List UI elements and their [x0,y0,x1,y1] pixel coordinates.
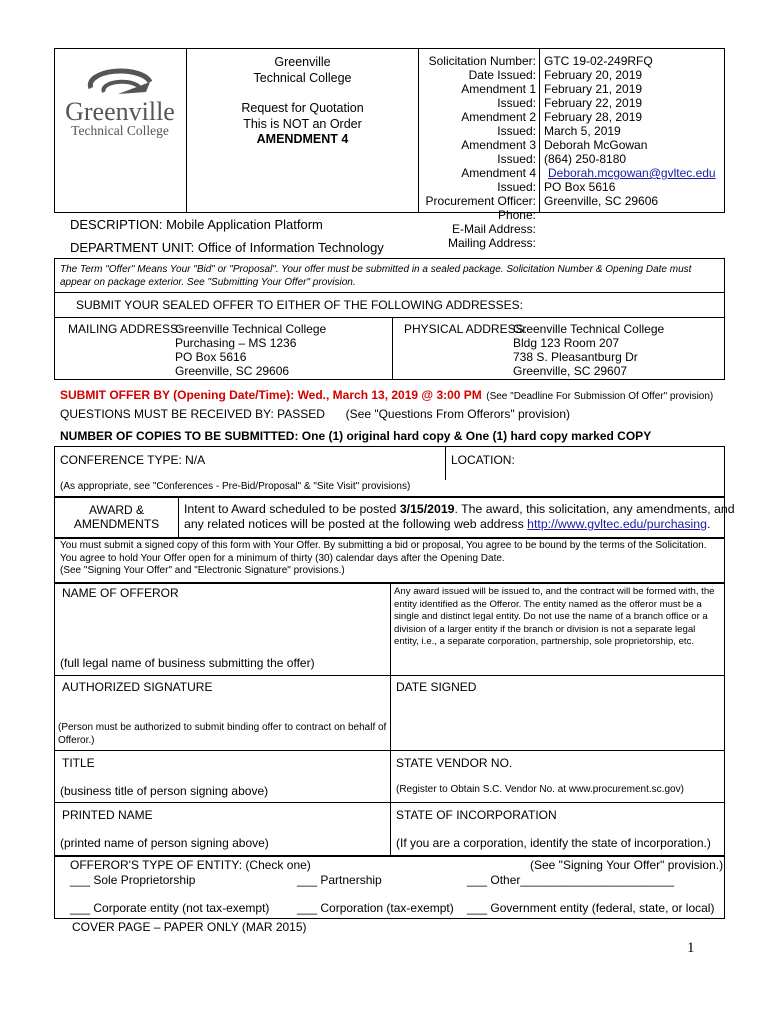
physical-line: Greenville Technical College [513,322,665,336]
date-signed-label: DATE SIGNED [396,680,477,694]
signature-field[interactable] [60,696,386,718]
college-logo [58,68,182,138]
title-note: (business title of person signing above) [60,784,269,798]
printed-name-note: (printed name of person signing above) [60,836,269,850]
copies-required: NUMBER OF COPIES TO BE SUBMITTED: One (1) original hard copy & One (1) hard copy marked COPY [60,429,652,443]
conference-note: (As appropriate, see "Conferences - Pre-Bid/Proposal" & "Site Visit" provisions) [60,481,411,492]
incorporation-note: (If you are a corporation, identify the state of incorporation.) [396,836,711,850]
award-text-line2: any related notices will be posted at the following web address http://www.gvltec.edu/purchasing. [184,517,711,531]
sign-notice-2: (See "Signing Your Offer" and "Electronic Signature" provisions.) [60,565,345,576]
footer-text: COVER PAGE – PAPER ONLY (MAR 2015) [72,920,307,934]
logo-subtitle: Technical College [71,123,169,138]
mailing-city: Greenville, SC 29606 [544,194,659,208]
physical-line: Greenville, SC 29607 [513,364,628,378]
mailing-line: Greenville Technical College [175,322,327,336]
purchasing-link[interactable]: http://www.gvltec.edu/purchasing [527,517,707,531]
amendment-3-date: February 28, 2019 [544,110,643,124]
mailing-address-label: MAILING ADDRESS: [68,322,182,336]
entity-option-partnership[interactable]: ___ Partnership [297,873,382,887]
entity-option-other[interactable]: ___ Other_______________________ [467,873,674,887]
field-label: Amendment 2 Issued: [461,110,536,138]
offeror-name-note: (full legal name of business submitting the offer) [60,656,315,670]
submit-heading: SUBMIT YOUR SEALED OFFER TO EITHER OF THE FOLLOWING ADDRESSES: [76,298,523,312]
vendor-note: (Register to Obtain S.C. Vendor No. at www.procurement.sc.gov) [396,784,684,795]
entity-see-note: (See "Signing Your Offer" provision.) [530,858,724,872]
page-number: 1 [687,940,695,956]
sign-notice: You must submit a signed copy of this form with Your Offer. By submitting a bid or proposal, You agree to be bound by the terms of the Solicitation. You agree to hold Your Offer open for a minimum of thirty (30) calendar days after the Opening Date. [60,540,707,564]
offeror-name-label: NAME OF OFFEROR [62,586,179,600]
college-name-line2: Technical College [253,70,352,85]
field-label: Solicitation Number: [428,54,536,68]
questions-deadline: QUESTIONS MUST BE RECEIVED BY: PASSED [60,407,325,421]
field-label: E-Mail Address: [451,222,536,236]
signature-note: (Person must be authorized to submit binding offer to contract on behalf of Offeror.) [58,722,387,746]
amendment-2-date: February 22, 2019 [544,96,643,110]
amendment-1-date: February 21, 2019 [544,82,643,96]
conference-type: CONFERENCE TYPE: N/A [60,453,206,467]
submit-by-deadline: SUBMIT OFFER BY (Opening Date/Time): Wed., March 13, 2019 @ 3:00 PM [60,388,482,402]
award-text-line1: Intent to Award scheduled to be posted 3/15/2019. The award, this solicitation, any amendments, and [184,502,735,516]
rfq-title: Request for Quotation [241,101,364,115]
field-label: Amendment 4 Issued: [461,166,536,194]
incorporation-label: STATE OF INCORPORATION [396,808,557,822]
date-issued: February 20, 2019 [544,68,643,82]
offer-notice: The Term "Offer" Means Your "Bid" or "Proposal". Your offer must be submitted in a sealed package. Solicitation Number & Opening Date must appear on package exterior. See "Submitting Your Offer" provision. [60,264,692,288]
questions-note: (See "Questions From Offerors" provision) [345,407,571,421]
field-label: Amendment 1 Issued: [461,82,536,110]
not-order-text: This is NOT an Order [243,116,362,131]
field-label: Amendment 3 Issued: [461,138,536,166]
mailing-address: PO Box 5616 [544,180,616,194]
physical-address-label: PHYSICAL ADDRESS: [404,322,527,336]
field-label: Phone: [497,208,536,222]
logo-title: Greenville [65,97,175,126]
email-link[interactable]: Deborah.mcgowan@gvltec.edu [548,166,716,180]
department: DEPARTMENT UNIT: Office of Information Technology [70,240,384,255]
award-date: 3/15/2019 [399,502,455,516]
signature-label: AUTHORIZED SIGNATURE [62,680,213,694]
entity-option-tax-exempt[interactable]: ___ Corporation (tax-exempt) [297,901,454,915]
field-label: Date Issued: [468,68,536,82]
field-label: Mailing Address: [447,236,536,250]
award-label-1: AWARD & [88,503,145,517]
amendment-4-date: March 5, 2019 [544,124,621,138]
printed-name-label: PRINTED NAME [62,808,153,822]
title-label: TITLE [62,756,95,770]
entity-option-government[interactable]: ___ Government entity (federal, state, or local) [467,901,715,915]
college-name-line1: Greenville [274,55,331,69]
date-signed-field[interactable] [394,696,720,746]
phone: (864) 250-8180 [544,152,627,166]
mailing-line: PO Box 5616 [175,350,247,364]
mailing-line: Greenville, SC 29606 [175,364,290,378]
entity-heading: OFFEROR'S TYPE OF ENTITY: (Check one) [70,858,311,872]
field-label: Procurement Officer: [425,194,536,208]
award-label-2: AMENDMENTS [73,517,160,531]
award-entity-note: Any award issued will be issued to, and the contract will be formed with, the entity identified as the Offeror. The entity named as the offeror must be a single and distinct legal entity. Do not use the name of a branch office or a division of a larger entity if the branch or division is not a separate legal entity, i.e., a separate corporation, partnership, sole proprietorship, etc. [394,586,715,647]
location-label: LOCATION: [451,453,515,467]
submit-by-note: (See "Deadline For Submission Of Offer" provision) [486,391,714,402]
solicitation-number: GTC 19-02-249RFQ [544,54,653,68]
vendor-label: STATE VENDOR NO. [396,756,513,770]
offeror-name-field[interactable] [60,602,386,652]
entity-option-sole-proprietorship[interactable]: ___ Sole Proprietorship [70,873,196,887]
procurement-officer: Deborah McGowan [544,138,648,152]
entity-option-corporate[interactable]: ___ Corporate entity (not tax-exempt) [70,901,270,915]
mailing-line: Purchasing – MS 1236 [175,336,297,350]
description: DESCRIPTION: Mobile Application Platform [70,217,323,232]
physical-line: 738 S. Pleasantburg Dr [513,350,638,364]
amendment-title: AMENDMENT 4 [256,132,349,146]
physical-line: Bldg 123 Room 207 [513,336,620,350]
